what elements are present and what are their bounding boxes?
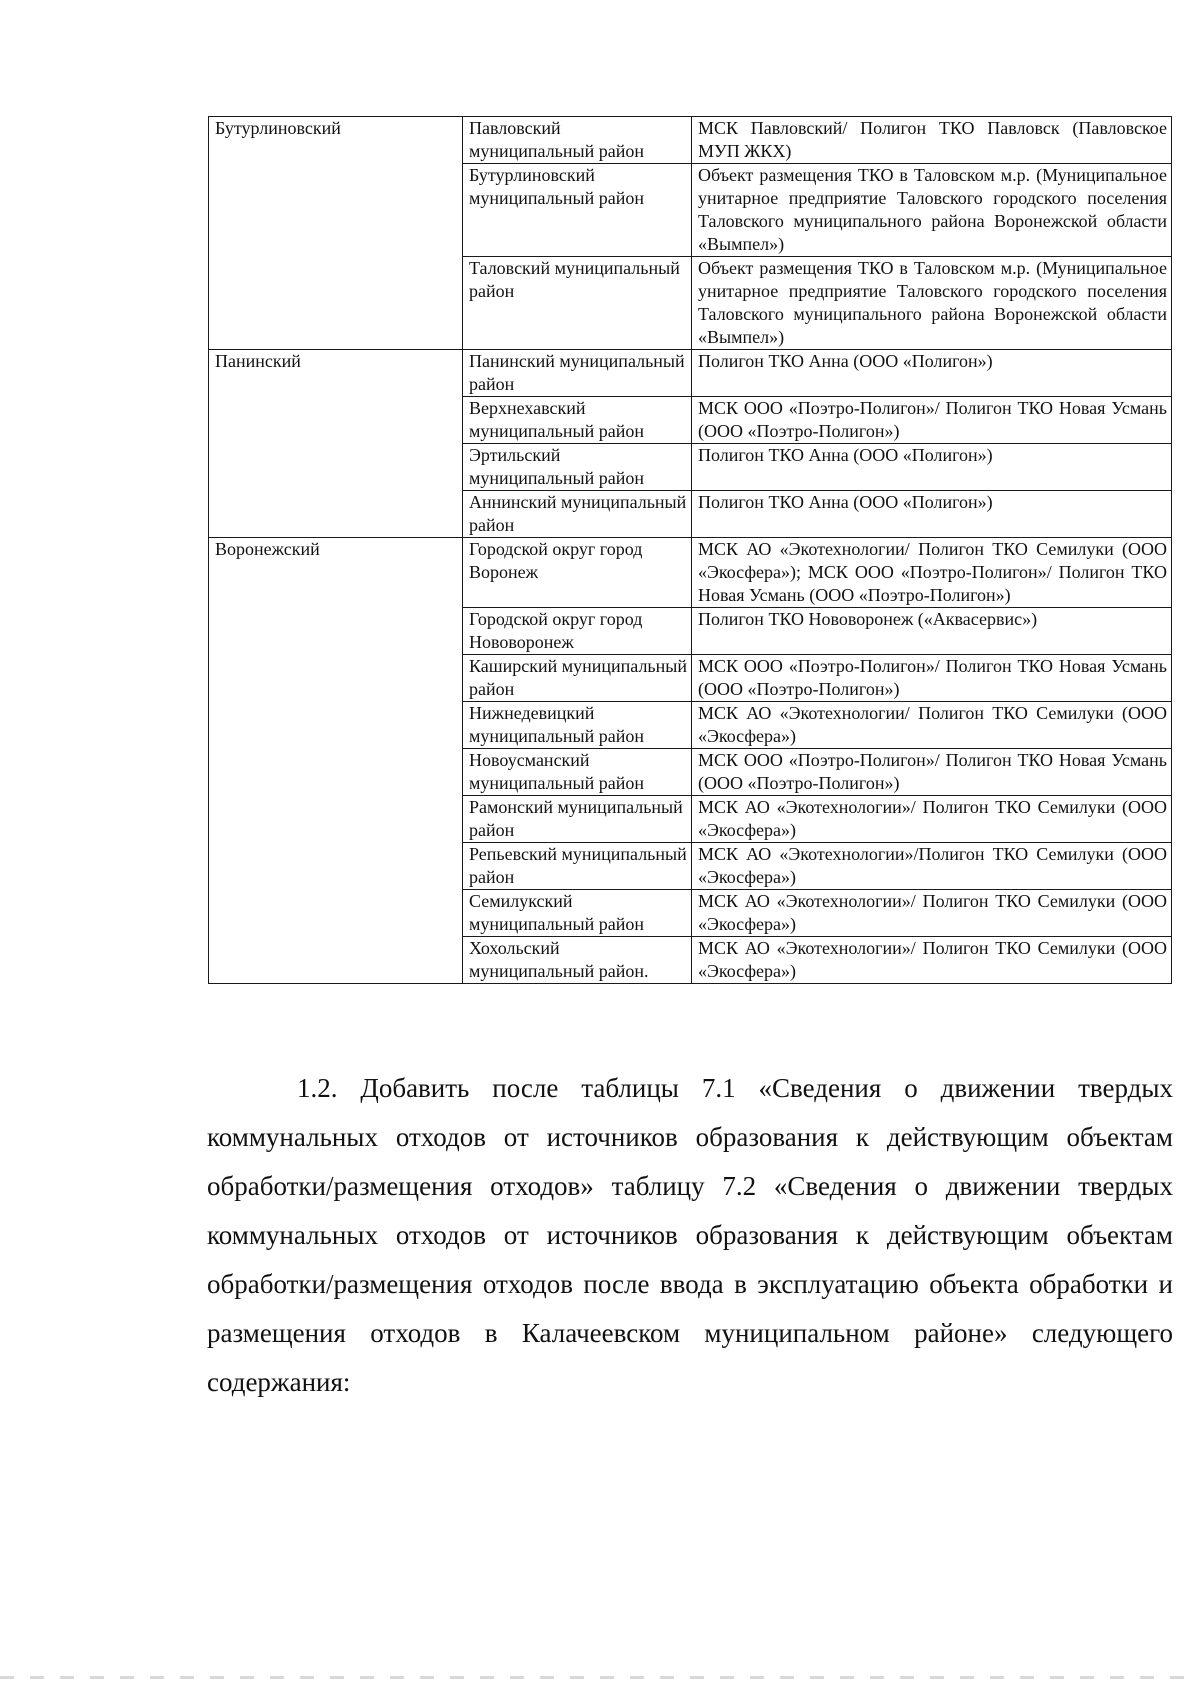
district-cell: Эртильский муниципальный район bbox=[463, 444, 692, 491]
district-cell: Нижнедевицкий муниципальный район bbox=[463, 702, 692, 749]
facility-cell: Объект размещения ТКО в Таловском м.р. (Муниципальное унитарное предприятие Таловского городского поселения Таловского муниципального района Воронежской области «Вымпел») bbox=[692, 164, 1172, 257]
district-cell: Рамонский муниципальный район bbox=[463, 796, 692, 843]
facility-cell: МСК АО «Экотехнологии»/Полигон ТКО Семилуки (ООО «Экосфера») bbox=[692, 843, 1172, 890]
facility-cell: Полигон ТКО Анна (ООО «Полигон») bbox=[692, 444, 1172, 491]
center-cell: Панинский bbox=[209, 350, 463, 538]
facility-cell: Объект размещения ТКО в Таловском м.р. (Муниципальное унитарное предприятие Таловского городского поселения Таловского муниципального района Воронежской области «Вымпел») bbox=[692, 257, 1172, 350]
table-row bbox=[209, 117, 1172, 164]
facility-cell: Полигон ТКО Нововоронеж («Аквасервис») bbox=[692, 608, 1172, 655]
facility-cell: МСК АО «Экотехнологии»/ Полигон ТКО Семилуки (ООО «Экосфера») bbox=[692, 890, 1172, 937]
facility-cell: МСК Павловский/ Полигон ТКО Павловск (Павловское МУП ЖКХ) bbox=[692, 117, 1172, 164]
district-cell: Верхнехавский муниципальный район bbox=[463, 397, 692, 444]
waste-flow-table bbox=[208, 116, 1172, 984]
center-cell: Воронежский bbox=[209, 538, 463, 984]
scan-footer-artifact bbox=[0, 1676, 1200, 1679]
facility-cell: МСК АО «Экотехнологии/ Полигон ТКО Семилуки (ООО «Экосфера») bbox=[692, 702, 1172, 749]
center-cell: Бутурлиновский bbox=[209, 117, 463, 350]
facility-cell: МСК ООО «Поэтро-Полигон»/ Полигон ТКО Новая Усмань (ООО «Поэтро-Полигон») bbox=[692, 655, 1172, 702]
district-cell: Каширский муниципальный район bbox=[463, 655, 692, 702]
table-row bbox=[209, 350, 1172, 397]
district-cell: Аннинский муниципальный район bbox=[463, 491, 692, 538]
district-cell: Городской округ город Нововоронеж bbox=[463, 608, 692, 655]
district-cell: Городской округ город Воронеж bbox=[463, 538, 692, 608]
facility-cell: Полигон ТКО Анна (ООО «Полигон») bbox=[692, 491, 1172, 538]
district-cell: Панинский муниципальный район bbox=[463, 350, 692, 397]
district-cell: Павловский муниципальный район bbox=[463, 117, 692, 164]
facility-cell: МСК АО «Экотехнологии/ Полигон ТКО Семилуки (ООО «Экосфера»); МСК ООО «Поэтро-Полигон»/ Полигон ТКО Новая Усмань (ООО «Поэтро-Полигон») bbox=[692, 538, 1172, 608]
district-cell: Хохольский муниципальный район. bbox=[463, 937, 692, 984]
facility-cell: МСК ООО «Поэтро-Полигон»/ Полигон ТКО Новая Усмань (ООО «Поэтро-Полигон») bbox=[692, 749, 1172, 796]
facility-cell: Полигон ТКО Анна (ООО «Полигон») bbox=[692, 350, 1172, 397]
district-cell: Бутурлиновский муниципальный район bbox=[463, 164, 692, 257]
facility-cell: МСК ООО «Поэтро-Полигон»/ Полигон ТКО Новая Усмань (ООО «Поэтро-Полигон») bbox=[692, 397, 1172, 444]
district-cell: Семилукский муниципальный район bbox=[463, 890, 692, 937]
body-paragraph: 1.2. Добавить после таблицы 7.1 «Сведения о движении твердых коммунальных отходов от источников образования к действующим объектам обработки/размещения отходов» таблицу 7.2 «Сведения о движении твердых коммунальных отходов от источников образования к действующим объектам обработки/размещения отходов после ввода в эксплуатацию объекта обработки и размещения отходов в Калачеевском муниципальном районе» следующего содержания: bbox=[207, 1073, 1173, 1397]
district-cell: Репьевский муниципальный район bbox=[463, 843, 692, 890]
facility-cell: МСК АО «Экотехнологии»/ Полигон ТКО Семилуки (ООО «Экосфера») bbox=[692, 937, 1172, 984]
table-row bbox=[209, 538, 1172, 608]
district-cell: Новоусманский муниципальный район bbox=[463, 749, 692, 796]
facility-cell: МСК АО «Экотехнологии»/ Полигон ТКО Семилуки (ООО «Экосфера») bbox=[692, 796, 1172, 843]
district-cell: Таловский муниципальный район bbox=[463, 257, 692, 350]
